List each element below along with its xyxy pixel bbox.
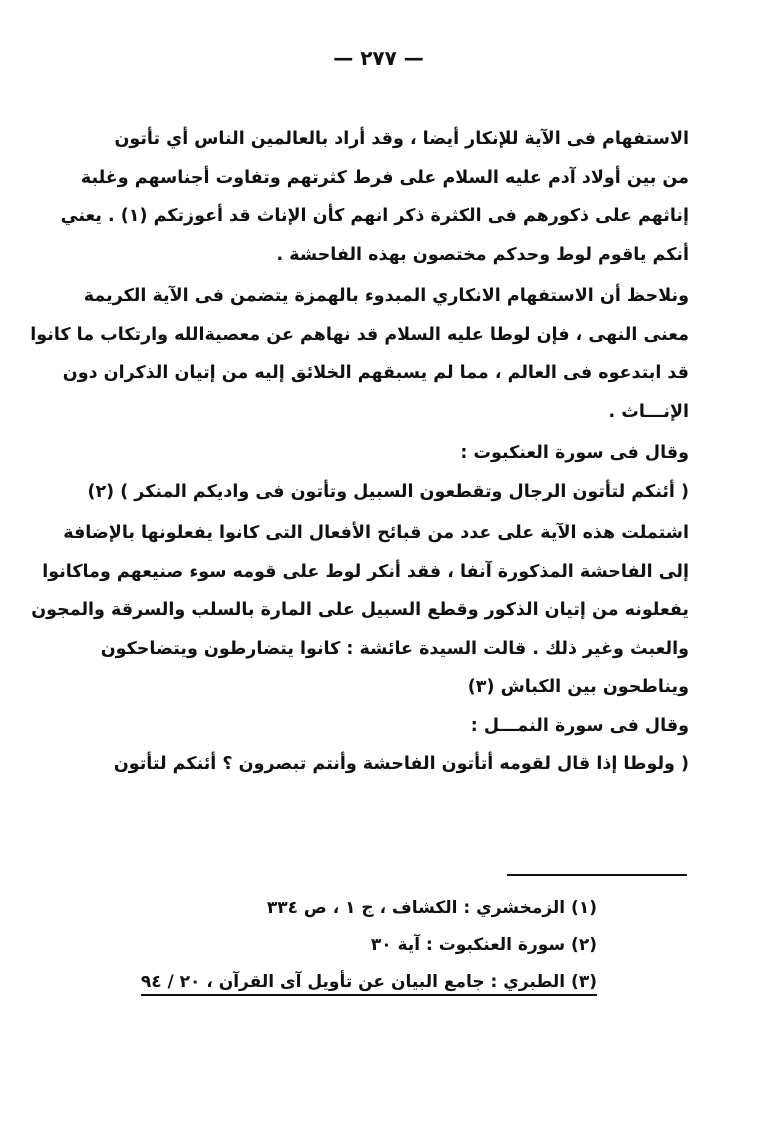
body-line: قد ابتدعوه فى العالم ، مما لم يسبقهم الخلائق إليه من إتيان الذكران دون [62,363,689,383]
body-line: وقال فى سورة العنكبوت : [460,443,689,463]
body-line: ويناطحون بين الكباش (٣) [467,677,689,697]
body-line: والعبث وغير ذلك . قالت السيدة عائشة : كانوا يتضارطون ويتضاحكون [100,638,689,659]
body-line: إلى الفاحشة المذكورة آنفا ، فقد أنكر لوط على قومه سوء صنيعهم وماكانوا [42,561,689,582]
body-text [30,120,689,784]
footnote [140,964,597,1001]
body-line: من بين أولاد آدم عليه السلام على فرط كثرتهم وتفاوت أجناسهم وغلبة [80,167,689,188]
body-line: أنكم ياقوم لوط وحدكم مختصون بهذه الفاحشة . [276,244,689,265]
page-number: — ٢٧٧ — [333,46,424,70]
body-line: يفعلونه من إتيان الذكور وقطع السبيل على المارة بالسلب والسرقة والمجون [31,600,689,620]
footnote-text: (٣) الطبري : جامع البيان عن تأويل آى القرآن ، ٢٠ / ٩٤ [141,972,597,996]
footnote-divider [507,874,687,876]
body-line: وقال فى سورة النمـــل : [470,715,689,736]
body-line: اشتملت هذه الآية على عدد من قبائح الأفعال التى كانوا يفعلونها بالإضافة [63,523,689,543]
footnote: (١) الزمخشري : الكشاف ، ج ١ ، ص ٣٣٤ [266,898,597,918]
footnotes [140,890,597,1001]
body-line: معنى النهى ، فإن لوطا عليه السلام قد نهاهم عن معصيةالله وارتكاب ما كانوا [30,324,689,345]
body-line: إناثهم على ذكورهم فى الكثرة ذكر انهم كأن الإناث قد أعوزتكم (١) . يعني [60,206,689,226]
footnote: (٢) سورة العنكبوت : آية ٣٠ [370,935,597,955]
body-line: الاستفهام فى الآية للإنكار أيضا ، وقد أراد بالعالمين الناس أي تأتون [114,129,689,149]
body-line: ونلاحظ أن الاستفهام الانكاري المبدوء بالهمزة يتضمن فى الآية الكريمة [83,286,689,306]
quran-verse: ( ولوطا إذا قال لقومه أتأتون الفاحشة وأنتم تبصرون ؟ أئنكم لتأتون [113,754,689,774]
body-line: الإنـــاث . [608,401,689,422]
quran-verse: ( أئنكم لتأتون الرجال وتقطعون السبيل وتأتون فى واديكم المنكر ) (٢) [87,481,689,502]
